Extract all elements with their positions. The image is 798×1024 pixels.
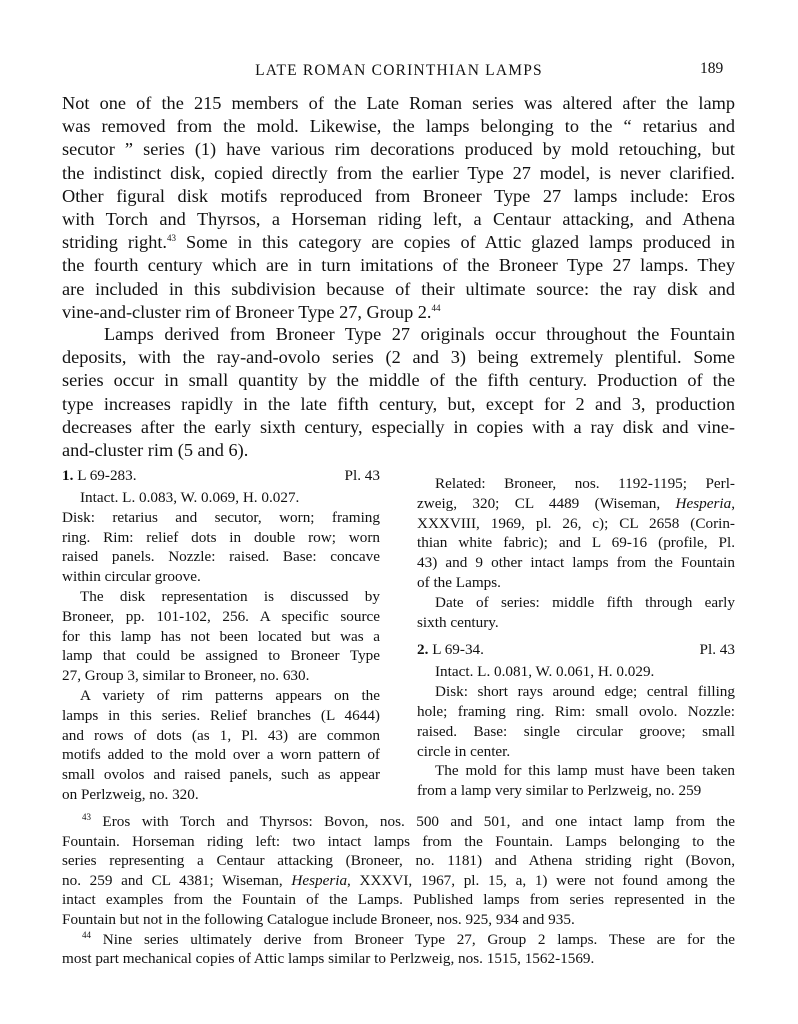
text-line: and-cluster rim (5 and 6).	[62, 439, 249, 460]
text-line: Not one of the 215 members of the Late Roman series was altered after the lamp	[62, 93, 735, 113]
text-line: the fourth century which are in turn imitations of the Broneer Type 27 lamps. They	[62, 255, 735, 276]
text-line: Related: Broneer, nos. 1192-1195; Perl-	[435, 475, 735, 492]
text-line: thian white fabric); and L 69-16 (profile, Pl.	[417, 534, 735, 552]
text-line: on Perlzweig, no. 320.	[62, 785, 199, 803]
text-line: deposits, with the ray-and-ovolo series (2 and 3) being extremely plentiful. Some	[62, 347, 735, 368]
inventory-number: L 69-34.	[432, 641, 484, 659]
text-line: Broneer, pp. 101-102, 256. A specific source	[62, 607, 380, 625]
right-column	[417, 474, 735, 801]
text-line: raised. Base: single circular groove; small	[417, 722, 735, 740]
text-line: type increases rapidly in the late fifth century, but, except for 2 and 3, production	[62, 393, 735, 414]
text-line: raised panels. Nozzle: raised. Base: concave	[62, 548, 380, 566]
text-line: 27, Group 3, similar to Broneer, no. 630.	[62, 667, 310, 685]
entry-number: 1.	[62, 467, 74, 484]
text-line: are included in this subdivision because of their ultimate source: the ray disk and	[62, 278, 735, 299]
footnote-43-line: intact examples from the Fountain of the Lamps. Published lamps from series represented in the	[62, 891, 735, 909]
dimensions: Intact. L. 0.083, W. 0.069, H. 0.027.	[80, 489, 300, 506]
text-line: the indistinct disk, copied directly from the earlier Type 27 model, is never clarified.	[62, 162, 735, 183]
footnote-43-line: no. 259 and CL 4381; Wiseman, Hesperia, XXXVI, 1967, pl. 15, a, 1) were not found among the	[62, 871, 736, 889]
inventory-number: L 69-283.	[77, 467, 137, 484]
entry-number: 2.	[417, 641, 429, 659]
text-line: small ovolos and raised panels, such as appear	[62, 766, 380, 784]
entry-number-and-inventory	[417, 640, 484, 662]
text-line: within circular groove.	[62, 568, 201, 586]
entry-number-and-inventory	[62, 466, 137, 488]
intro-paragraph-1	[62, 92, 735, 324]
text-line: Disk: short rays around edge; central filling	[435, 683, 735, 701]
footnote-43-line: series representing a Centaur attacking (Broneer, no. 1181) and Athena striding right (Bovon,	[62, 852, 735, 870]
text-line: Lamps derived from Broneer Type 27 originals occur throughout the Fountain	[104, 324, 735, 344]
text-line: of the Lamps.	[417, 573, 501, 591]
text-line: lamps in this series. Relief branches (L 4644)	[62, 706, 380, 724]
text-line: sixth century.	[417, 613, 499, 631]
footnote-43-line: Fountain but not in the following Catalogue include Broneer, nos. 925, 934 and 935.	[62, 910, 575, 928]
text-line: A variety of rim patterns appears on the	[80, 686, 380, 704]
text-line: Date of series: middle fifth through early	[435, 593, 735, 611]
text-line: was removed from the mold. Likewise, the lamps belonging to the “ retarius and	[62, 116, 735, 137]
entry-heading	[417, 640, 735, 662]
footnotes	[62, 812, 735, 969]
text-line: striding right.$^{43}$ Some in this category are copies of Attic glazed lamps produced in	[62, 232, 736, 253]
text-line: secutor ” series (1) have various rim decorations produced by mold retouching, but	[62, 139, 735, 160]
text-line: ring. Rim: relief dots in double row; worn	[62, 528, 380, 546]
plate-reference: Pl. 43	[699, 641, 735, 659]
text-line: The mold for this lamp must have been taken	[435, 762, 735, 780]
text-line: lamp that could be assigned to Broneer Type	[62, 647, 380, 665]
intro-paragraph-2	[62, 323, 735, 462]
text-line: series occur in small quantity by the middle of the fifth century. Production of the	[62, 370, 735, 391]
text-line: vine-and-cluster rim of Broneer Type 27, Group 2.44	[62, 301, 441, 322]
entry-heading	[62, 466, 380, 488]
footnote-44-line: most part mechanical copies of Attic lamps similar to Perlzweig, nos. 1515, 1562-1569.	[62, 950, 595, 968]
text-line: 43) and 9 other intact lamps from the Fountain	[417, 554, 735, 572]
footnote-43-line: Fountain. Horseman riding left: two intact lamps from the Fountain. Lamps belonging to the	[62, 832, 735, 850]
footnote-43-line: $^{43}$ Eros with Torch and Thyrsos: Bovon, nos. 500 and 501, and one intact lamp from the	[82, 811, 735, 830]
text-line: from a lamp very similar to Perlzweig, no. 259	[417, 782, 702, 800]
running-header-title: LATE ROMAN CORINTHIAN LAMPS	[255, 62, 543, 79]
text-line: Other figural disk motifs reproduced from Broneer Type 27 lamps include: Eros	[62, 185, 735, 206]
text-line: for this lamp has not been located but was a	[62, 627, 380, 645]
text-line: decreases after the early sixth century, especially in copies with a ray disk and vine-	[62, 416, 735, 437]
footnote-44-line: $^{44}$ Nine series ultimately derive from Broneer Type 27, Group 2 lamps. These are for the	[82, 929, 735, 948]
text-line: and rows of dots (as 1, Pl. 43) are common	[62, 726, 380, 744]
text-line: hole; framing ring. Rim: small ovolo. Nozzle:	[417, 702, 735, 720]
text-line: Disk: retarius and secutor, worn; framing	[62, 508, 380, 526]
catalogue-entry-1	[62, 466, 380, 805]
plate-reference: Pl. 43	[344, 467, 380, 484]
page-number: 189	[700, 60, 724, 77]
dimensions: Intact. L. 0.081, W. 0.061, H. 0.029.	[435, 663, 655, 681]
text-line: motifs added to the mold over a worn pattern of	[62, 746, 380, 764]
text-line: The disk representation is discussed by	[80, 587, 380, 605]
text-line: circle in center.	[417, 742, 511, 760]
text-line: XXXVIII, 1969, pl. 26, c); CL 2658 (Corin-	[417, 514, 735, 532]
text-line: with Torch and Thyrsos, a Horseman riding left, a Centaur attacking, and Athena	[62, 208, 735, 229]
text-line: zweig, 320; CL 4489 (Wiseman, Hesperia,	[417, 494, 735, 512]
